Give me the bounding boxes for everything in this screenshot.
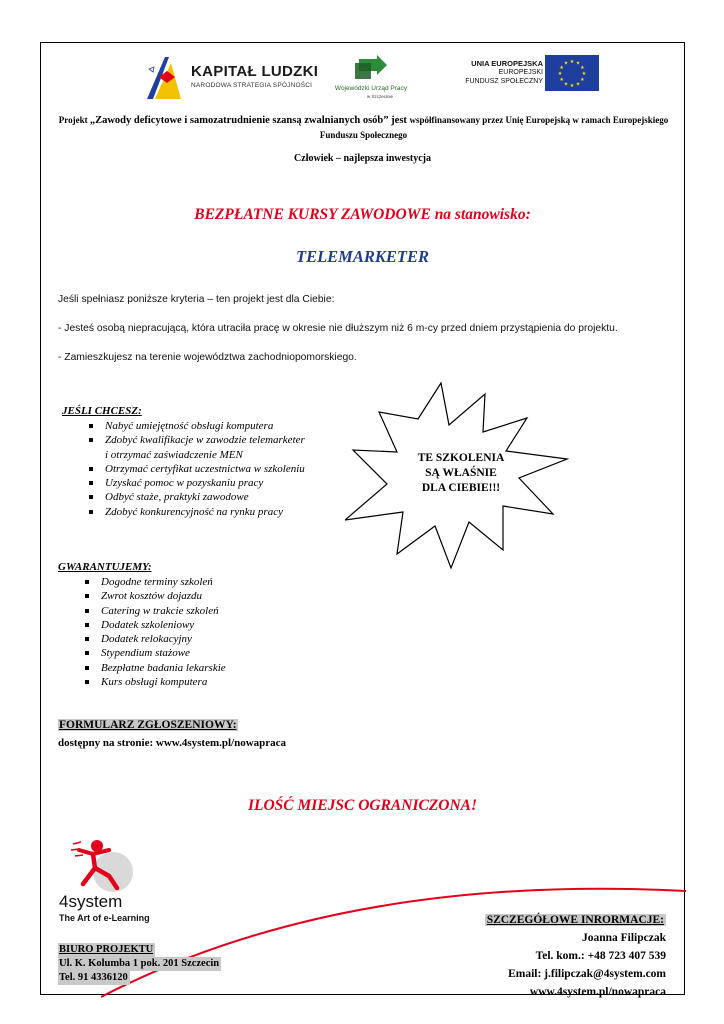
eu-line-3: FUNDUSZ SPOŁECZNY xyxy=(465,78,543,85)
kapital-ludzki-logo xyxy=(145,55,319,101)
document-frame xyxy=(40,42,685,998)
wup-subtitle: w Szczecinie xyxy=(367,94,394,99)
list-item: Otrzymać certyfikat uczestnictwa w szkoleniu xyxy=(89,462,305,476)
contact-title: SZCZEGÓŁOWE INRORMACJE: xyxy=(486,914,664,926)
company-name: 4system xyxy=(59,892,123,911)
contact-person: Joanna Filipczak xyxy=(581,932,666,944)
svg-text:★: ★ xyxy=(575,81,581,88)
svg-text:★: ★ xyxy=(559,77,564,83)
form-title: FORMULARZ ZGŁOSZENIOWY: xyxy=(59,719,237,731)
svg-text:★: ★ xyxy=(559,65,564,71)
starburst-text xyxy=(401,451,521,496)
intro-prefix: Projekt xyxy=(58,115,90,125)
guarantee-title: GWARANTUJEMY: xyxy=(58,561,152,573)
svg-text:★: ★ xyxy=(575,60,581,67)
if-you-want-list xyxy=(89,419,305,519)
project-office xyxy=(58,943,221,985)
wup-emblem-icon xyxy=(331,53,411,85)
list-item: Dodatek relokacyjny xyxy=(85,632,226,646)
office-phone: Tel. 91 4336120 xyxy=(59,972,128,983)
kapital-ludzki-emblem-icon xyxy=(145,55,189,101)
svg-text:★: ★ xyxy=(563,81,569,88)
wup-title: Wojewódzki Urząd Pracy xyxy=(334,85,408,92)
list-item-continuation: i otrzymać zaświadczenie MEN xyxy=(105,448,243,461)
list-item: Uzyskać pomoc w pozyskaniu pracy xyxy=(89,476,305,490)
list-item: Zdobyć kwalifikacje w zawodzie telemarketer xyxy=(89,433,305,447)
svg-text:★: ★ xyxy=(581,71,587,77)
criteria-lead: Jeśli spełniasz poniższe kryteria – ten projekt jest dla Ciebie: xyxy=(58,294,335,305)
project-intro xyxy=(55,113,672,143)
limited-places-notice: ILOŚĆ MIEJSC OGRANICZONA! xyxy=(247,797,478,814)
svg-text:★: ★ xyxy=(580,77,585,83)
eu-flag-icon xyxy=(545,55,599,91)
kapital-ludzki-title: KAPITAŁ LUDZKI xyxy=(191,63,319,80)
svg-text:★: ★ xyxy=(580,65,585,71)
svg-text:★: ★ xyxy=(569,59,575,65)
list-item: Odbyć staże, praktyki zawodowe xyxy=(89,490,305,504)
svg-text:★: ★ xyxy=(569,83,575,89)
svg-text:★: ★ xyxy=(557,71,563,77)
intro-mid: jest xyxy=(388,115,410,126)
office-title: BIURO PROJEKTU xyxy=(59,944,154,955)
eu-logo xyxy=(453,55,599,95)
list-item: Bezpłatne badania lekarskie xyxy=(85,661,226,675)
svg-text:★: ★ xyxy=(563,60,569,67)
list-item: Zwrot kosztów dojazdu xyxy=(85,589,226,603)
list-item: Dogodne terminy szkoleń xyxy=(85,575,226,589)
eu-line-1: UNIA EUROPEJSKA xyxy=(471,59,543,68)
wup-logo xyxy=(331,53,411,103)
list-item: Nabyć umiejętność obsługi komputera xyxy=(89,419,305,433)
contact-website[interactable]: www.4system.pl/nowapraca xyxy=(529,986,666,998)
contact-email[interactable]: Email: j.filipczak@4system.com xyxy=(508,968,666,980)
list-item: Zdobyć konkurencyjność na rynku pracy xyxy=(89,505,305,519)
list-item: Kurs obsługi komputera xyxy=(85,675,226,689)
cofinance-text: współfinansowany przez Unię Europejską w ramach Europejskiego Funduszu Społecznego xyxy=(319,115,669,140)
criteria-item-1: - Jesteś osobą niepracującą, która utraciła pracę w okresie nie dłuższym niż 6 m-cy przed dniem przystąpienia do projektu. xyxy=(58,323,618,334)
kapital-ludzki-subtitle: NARODOWA STRATEGIA SPÓJNOŚCI xyxy=(191,82,313,89)
criteria-item-2: - Zamieszkujesz na terenie województwa zachodniopomorskiego. xyxy=(58,352,357,363)
headline: BEZPŁATNE KURSY ZAWODOWE na stanowisko: xyxy=(194,206,531,223)
form-link-text[interactable]: dostępny na stronie: www.4system.pl/nowapraca xyxy=(58,737,287,749)
if-you-want-title: JEŚLI CHCESZ: xyxy=(62,405,142,417)
project-title: „Zawody deficytowe i samozatrudnienie szansą zwalnianych osób” xyxy=(89,115,389,126)
list-item: Stypendium stażowe xyxy=(85,646,226,660)
contact-info xyxy=(485,911,666,1001)
company-tagline: The Art of e-Learning xyxy=(59,913,150,923)
guarantee-list xyxy=(85,575,226,689)
list-item: Dodatek szkoleniowy xyxy=(85,618,226,632)
starburst-line-3: DLA CIEBIE!!! xyxy=(421,482,501,494)
job-title: TELEMARKETER xyxy=(296,247,429,266)
office-address: Ul. K. Kolumba 1 pok. 201 Szczecin xyxy=(59,958,220,969)
starburst-line-2: SĄ WŁAŚNIE xyxy=(425,467,497,479)
contact-phone: Tel. kom.: +48 723 407 539 xyxy=(535,950,666,962)
motto: Człowiek – najlepsza inwestycja xyxy=(294,153,431,164)
starburst-line-1: TE SZKOLENIA xyxy=(417,452,505,464)
eu-line-2: EUROPEJSKI xyxy=(498,69,543,76)
list-item: Catering w trakcie szkoleń xyxy=(85,604,226,618)
